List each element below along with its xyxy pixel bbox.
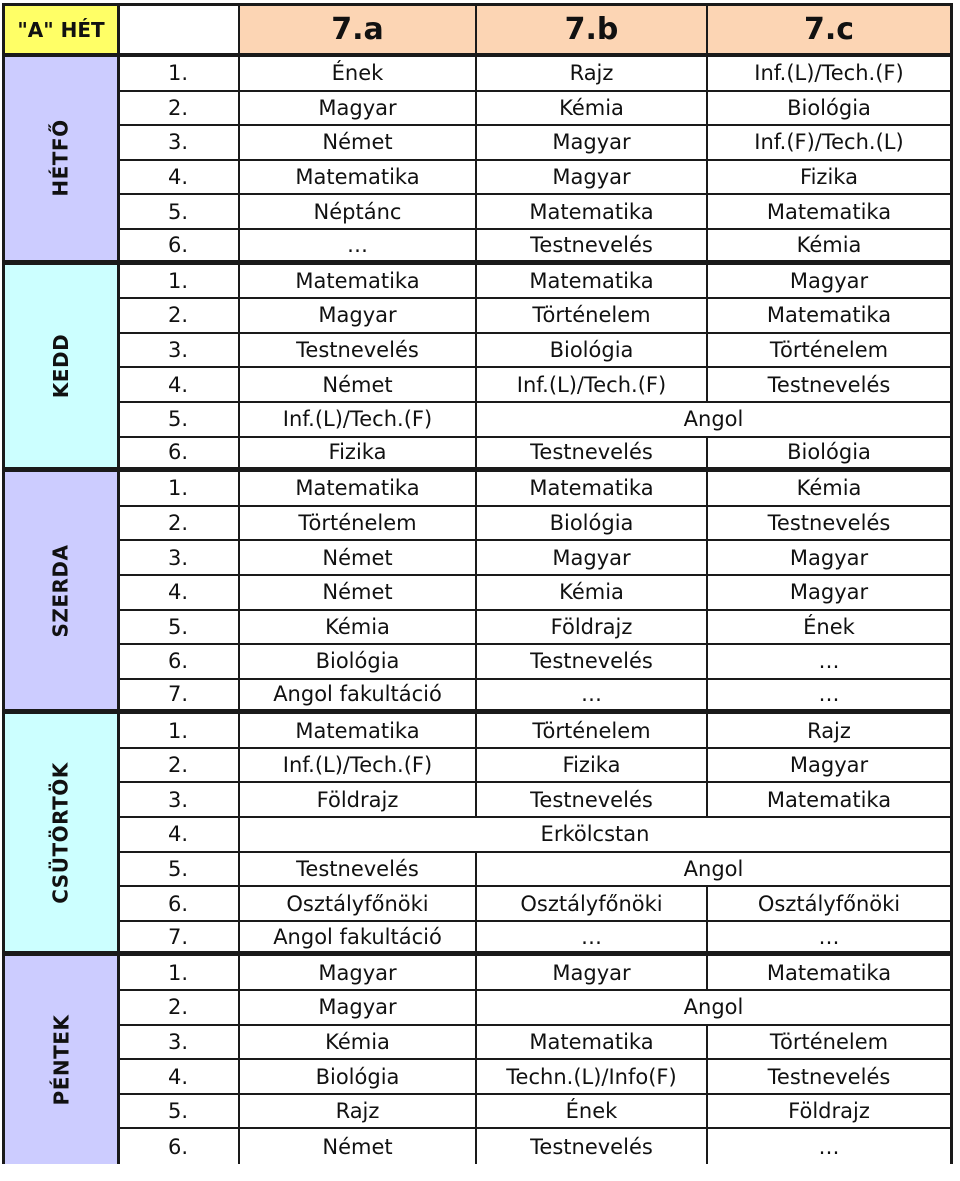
day-name: SZERDA — [49, 544, 73, 638]
subject-cell-7b: Testnevelés — [477, 438, 708, 473]
subject-cell-7a: … — [240, 230, 477, 265]
day-name: KEDD — [49, 333, 73, 399]
timetable — [2, 3, 953, 1173]
period-number: 4. — [120, 818, 240, 853]
subject-cell-7c: … — [708, 1129, 953, 1164]
class-header-7a: 7.a — [240, 3, 477, 57]
subject-cell-7a: Angol fakultáció — [240, 680, 477, 715]
subject-cell-7b: Inf.(L)/Tech.(F) — [477, 368, 708, 403]
subject-cell-7c: Ének — [708, 611, 953, 646]
period-number: 6. — [120, 645, 240, 680]
period-number: 5. — [120, 853, 240, 888]
day-label-2 — [2, 472, 120, 714]
period-number: 5. — [120, 403, 240, 438]
subject-cell-7b: Osztályfőnöki — [477, 887, 708, 922]
subject-cell-7b: Rajz — [477, 57, 708, 92]
period-number: 7. — [120, 680, 240, 715]
subject-cell-7a: Rajz — [240, 1095, 477, 1130]
subject-cell-7b: Biológia — [477, 334, 708, 369]
period-number: 4. — [120, 368, 240, 403]
period-number: 6. — [120, 438, 240, 473]
subject-cell-7a: Német — [240, 368, 477, 403]
subject-cell-7b: Matematika — [477, 1026, 708, 1061]
class-header-7c: 7.c — [708, 3, 953, 57]
period-number: 3. — [120, 126, 240, 161]
subject-cell-merged-all: Erkölcstan — [240, 818, 953, 853]
period-number: 1. — [120, 472, 240, 507]
period-number: 7. — [120, 922, 240, 957]
subject-cell-7b: Testnevelés — [477, 645, 708, 680]
subject-cell-7a: Magyar — [240, 299, 477, 334]
period-number: 1. — [120, 714, 240, 749]
subject-cell-7a: Inf.(L)/Tech.(F) — [240, 749, 477, 784]
subject-cell-7c: Kémia — [708, 230, 953, 265]
subject-cell-7b: Matematika — [477, 472, 708, 507]
subject-cell-7a: Történelem — [240, 507, 477, 542]
subject-cell-7c: Rajz — [708, 714, 953, 749]
subject-cell-7c: Magyar — [708, 265, 953, 300]
period-number: 4. — [120, 1060, 240, 1095]
subject-cell-7a: Biológia — [240, 1060, 477, 1095]
subject-cell-7c: Matematika — [708, 195, 953, 230]
subject-cell-7a: Német — [240, 541, 477, 576]
subject-cell-7c: Magyar — [708, 749, 953, 784]
week-label: "A" HÉT — [2, 3, 120, 57]
subject-cell-7a: Matematika — [240, 161, 477, 196]
period-number: 1. — [120, 265, 240, 300]
period-number: 3. — [120, 783, 240, 818]
period-number: 2. — [120, 92, 240, 127]
subject-cell-merged-7b-7c: Angol — [477, 991, 953, 1026]
subject-cell-7c: Inf.(F)/Tech.(L) — [708, 126, 953, 161]
period-number: 1. — [120, 956, 240, 991]
subject-cell-7c: Testnevelés — [708, 1060, 953, 1095]
class-header-7b: 7.b — [477, 3, 708, 57]
subject-cell-7b: Történelem — [477, 299, 708, 334]
subject-cell-7a: Német — [240, 576, 477, 611]
subject-cell-7a: Matematika — [240, 472, 477, 507]
subject-cell-merged-7b-7c: Angol — [477, 403, 953, 438]
period-number: 3. — [120, 1026, 240, 1061]
period-number: 2. — [120, 749, 240, 784]
subject-cell-7b: Történelem — [477, 714, 708, 749]
subject-cell-7c: Testnevelés — [708, 368, 953, 403]
subject-cell-7c: … — [708, 922, 953, 957]
period-number: 5. — [120, 195, 240, 230]
subject-cell-7a: Ének — [240, 57, 477, 92]
day-name: PÉNTEK — [49, 1014, 73, 1106]
subject-cell-7a: Magyar — [240, 956, 477, 991]
period-number: 4. — [120, 576, 240, 611]
subject-cell-7b: Matematika — [477, 195, 708, 230]
subject-cell-7c: Földrajz — [708, 1095, 953, 1130]
subject-cell-7a: Néptánc — [240, 195, 477, 230]
subject-cell-7c: Inf.(L)/Tech.(F) — [708, 57, 953, 92]
subject-cell-7a: Kémia — [240, 611, 477, 646]
subject-cell-merged-7b-7c: Angol — [477, 853, 953, 888]
period-number: 4. — [120, 161, 240, 196]
subject-cell-7a: Angol fakultáció — [240, 922, 477, 957]
day-name: CSÜTÖRTÖK — [49, 762, 74, 904]
subject-cell-7b: Ének — [477, 1095, 708, 1130]
period-number: 3. — [120, 541, 240, 576]
period-number: 1. — [120, 57, 240, 92]
period-number: 5. — [120, 611, 240, 646]
period-number: 2. — [120, 507, 240, 542]
subject-cell-7b: Magyar — [477, 161, 708, 196]
subject-cell-7b: Testnevelés — [477, 230, 708, 265]
subject-cell-7c: Matematika — [708, 956, 953, 991]
subject-cell-7c: Biológia — [708, 438, 953, 473]
header-period-blank — [120, 3, 240, 57]
period-number: 2. — [120, 991, 240, 1026]
subject-cell-7c: Magyar — [708, 576, 953, 611]
subject-cell-7b: Magyar — [477, 956, 708, 991]
subject-cell-7c: Osztályfőnöki — [708, 887, 953, 922]
subject-cell-7a: Kémia — [240, 1026, 477, 1061]
subject-cell-7a: Testnevelés — [240, 853, 477, 888]
day-name: HÉTFŐ — [49, 119, 73, 197]
day-label-4 — [2, 956, 120, 1164]
subject-cell-7a: Biológia — [240, 645, 477, 680]
subject-cell-7b: Biológia — [477, 507, 708, 542]
subject-cell-7b: Kémia — [477, 92, 708, 127]
subject-cell-7a: Fizika — [240, 438, 477, 473]
subject-cell-7b: Testnevelés — [477, 783, 708, 818]
subject-cell-7c: Történelem — [708, 334, 953, 369]
subject-cell-7a: Osztályfőnöki — [240, 887, 477, 922]
subject-cell-7b: Magyar — [477, 126, 708, 161]
subject-cell-7a: Matematika — [240, 714, 477, 749]
subject-cell-7a: Magyar — [240, 92, 477, 127]
day-label-1 — [2, 265, 120, 473]
subject-cell-7c: … — [708, 645, 953, 680]
day-label-0 — [2, 57, 120, 265]
subject-cell-7b: Fizika — [477, 749, 708, 784]
subject-cell-7a: Német — [240, 126, 477, 161]
subject-cell-7b: Testnevelés — [477, 1129, 708, 1164]
subject-cell-7c: Matematika — [708, 299, 953, 334]
period-number: 2. — [120, 299, 240, 334]
subject-cell-7c: Matematika — [708, 783, 953, 818]
day-label-3 — [2, 714, 120, 956]
subject-cell-7b: … — [477, 680, 708, 715]
subject-cell-7c: … — [708, 680, 953, 715]
subject-cell-7c: Biológia — [708, 92, 953, 127]
subject-cell-7c: Testnevelés — [708, 507, 953, 542]
subject-cell-7b: Techn.(L)/Info(F) — [477, 1060, 708, 1095]
period-number: 3. — [120, 334, 240, 369]
subject-cell-7b: Kémia — [477, 576, 708, 611]
subject-cell-7a: Matematika — [240, 265, 477, 300]
subject-cell-7a: Testnevelés — [240, 334, 477, 369]
subject-cell-7c: Kémia — [708, 472, 953, 507]
period-number: 6. — [120, 887, 240, 922]
period-number: 5. — [120, 1095, 240, 1130]
subject-cell-7a: Magyar — [240, 991, 477, 1026]
subject-cell-7a: Német — [240, 1129, 477, 1164]
subject-cell-7b: Magyar — [477, 541, 708, 576]
subject-cell-7c: Magyar — [708, 541, 953, 576]
subject-cell-7c: Történelem — [708, 1026, 953, 1061]
subject-cell-7b: Matematika — [477, 265, 708, 300]
period-number: 6. — [120, 1129, 240, 1164]
subject-cell-7b: … — [477, 922, 708, 957]
subject-cell-7b: Földrajz — [477, 611, 708, 646]
subject-cell-7a: Inf.(L)/Tech.(F) — [240, 403, 477, 438]
period-number: 6. — [120, 230, 240, 265]
subject-cell-7a: Földrajz — [240, 783, 477, 818]
subject-cell-7c: Fizika — [708, 161, 953, 196]
